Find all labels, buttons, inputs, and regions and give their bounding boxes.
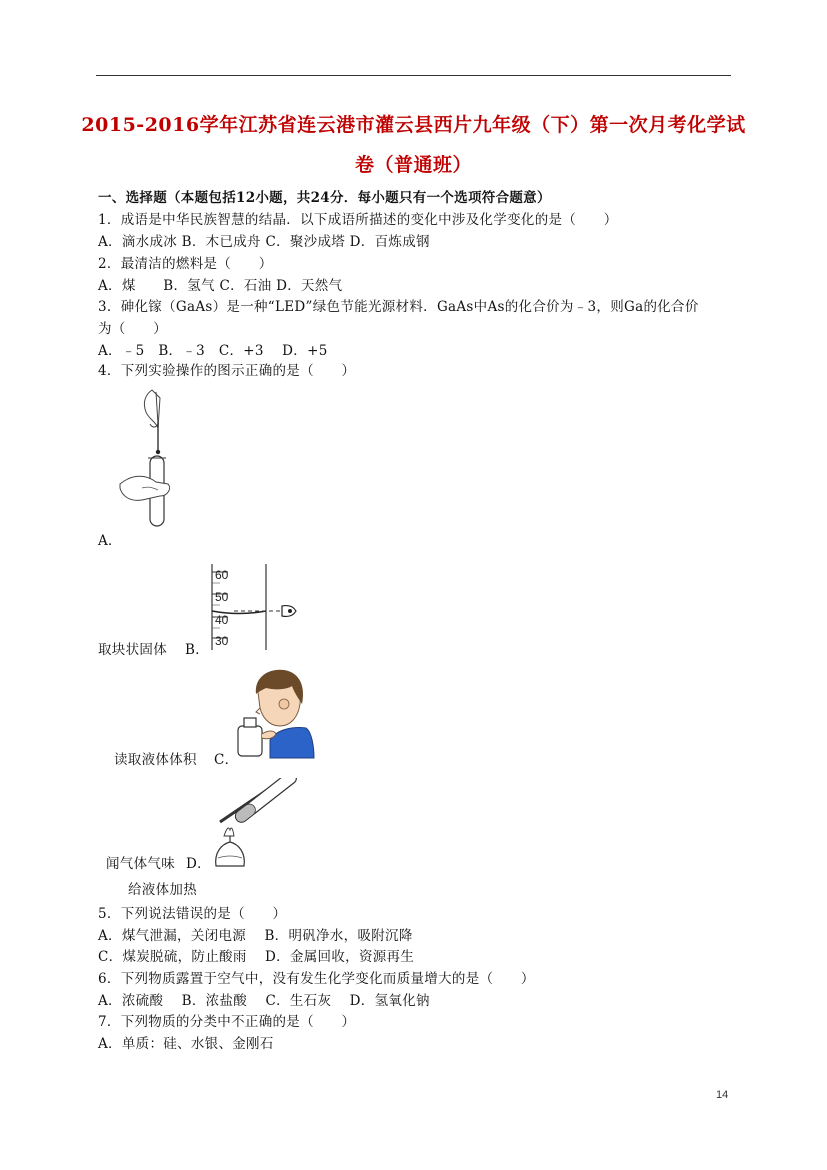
cylinder-tick-60: 60: [215, 568, 229, 582]
q3-stem-1: 3．砷化镓（GaAs）是一种“LED”绿色节能光源材料．GaAs中As的化合价为﹣3，则Ga的化合价: [98, 299, 699, 315]
q1-options: A．滴水成冰 B．木已成舟 C．聚沙成塔 D．百炼成钢: [98, 234, 430, 250]
q2-options: A．煤 B．氢气 C．石油 D．天然气: [98, 278, 343, 294]
exam-title-line1: 2015-2016学年江苏省连云港市灌云县西片九年级（下）第一次月考化学试: [81, 114, 746, 136]
figure-d-heating-liquid-illustration: [212, 778, 308, 870]
q4-label-d: D．: [186, 856, 211, 872]
q4-label-a: A．: [98, 533, 122, 549]
q4-caption-d: 给液体加热: [128, 882, 197, 898]
q3-options: A．﹣5 B．﹣3 C．+3 D．+5: [98, 343, 328, 359]
q5-options-1: A．煤气泄漏，关闭电源 B．明矾净水，吸附沉降: [98, 928, 413, 944]
exam-title-line2: 卷（普通班）: [354, 154, 472, 176]
figure-c-smelling-gas-illustration: [236, 668, 316, 760]
figure-b-graduated-cylinder: [204, 562, 304, 652]
q4-label-b: B．: [185, 642, 210, 658]
page-number: 14: [716, 1089, 729, 1101]
q6-stem: 6．下列物质露置于空气中，没有发生化学变化而质量增大的是（ ）: [98, 971, 535, 987]
q4-stem: 4．下列实验操作的图示正确的是（ ）: [98, 363, 356, 379]
cylinder-tick-40: 40: [215, 613, 229, 627]
section-heading: 一、选择题（本题包括12小题，共24分．每小题只有一个选项符合题意）: [98, 190, 551, 206]
q6-options: A．浓硫酸 B．浓盐酸 C．生石灰 D．氢氧化钠: [98, 993, 430, 1009]
q4-caption-c: 闻气体气味: [106, 856, 175, 872]
q4-caption-b: 读取液体体积: [114, 752, 197, 768]
q3-stem-2: 为（ ）: [98, 321, 167, 337]
q5-stem: 5．下列说法错误的是（ ）: [98, 906, 287, 922]
cylinder-tick-50: 50: [215, 590, 229, 604]
q4-label-c: C．: [214, 752, 239, 768]
q2-stem: 2．最清洁的燃料是（ ）: [98, 256, 273, 272]
header-rule: [96, 75, 731, 76]
cylinder-tick-30: 30: [215, 634, 229, 648]
q4-caption-a: 取块状固体: [98, 642, 167, 658]
q1-stem: 1．成语是中华民族智慧的结晶．以下成语所描述的变化中涉及化学变化的是（ ）: [98, 212, 618, 228]
q7-stem: 7．下列物质的分类中不正确的是（ ）: [98, 1014, 356, 1030]
q7-option-a: A．单质：硅、水银、金刚石: [98, 1036, 274, 1052]
figure-a-test-tube-illustration: [112, 388, 182, 544]
q5-options-2: C．煤炭脱硫，防止酸雨 D．金属回收，资源再生: [98, 949, 415, 965]
